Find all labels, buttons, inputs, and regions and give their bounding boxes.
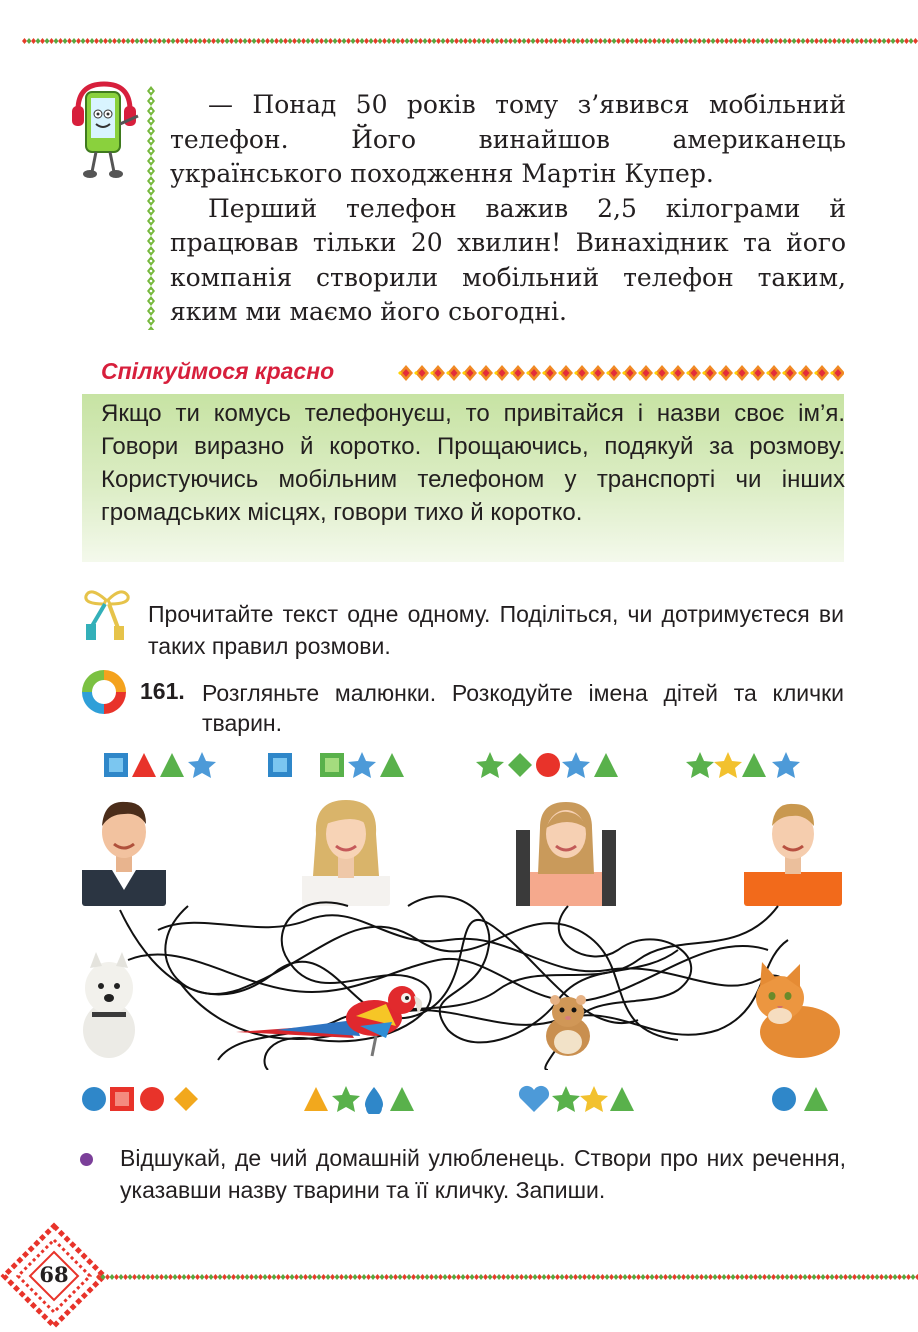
code-child-2 <box>266 750 416 780</box>
code-animal-2 <box>302 1084 418 1114</box>
bottom-task-text: Відшукай, де чий домашній улюбленець. Створи про них речення, указавши назву тварини та її кличку. Запиши. <box>120 1145 846 1203</box>
fact-paragraph-2: Перший телефон важив 2,5 кілограми й працював тільки 20 хвилин! Винахідник та його компанія створили мобільний телефон таким, яким ми маємо його сьогодні. <box>170 193 846 326</box>
fact-ornament-border <box>144 86 158 330</box>
exercise-text: Розгляньте малюнки. Розкодуйте імена дітей та клички тварин. <box>202 680 844 736</box>
bottom-ornament-border <box>96 1272 918 1282</box>
photo-hamster <box>542 992 594 1058</box>
code-animal-1 <box>80 1084 206 1114</box>
tip-text: Якщо ти комусь телефонуєш, то привітайся і назви своє ім’я. Говори виразно й коротко. Прощаючись, подякуй за розмову. Користуючись мобільним телефоном у транспорті чи інших громадських місцях, говори тихо й коротко. <box>101 400 845 526</box>
photo-dog <box>80 950 138 1060</box>
code-child-3 <box>476 750 626 780</box>
photo-parrot <box>236 982 432 1058</box>
photo-cat <box>752 960 842 1060</box>
code-child-1 <box>102 750 228 780</box>
tip-ornament-strip <box>398 364 844 382</box>
top-ornament-border <box>22 36 918 46</box>
code-animal-3 <box>518 1084 640 1114</box>
code-animal-4 <box>722 1084 834 1114</box>
color-wheel-icon <box>80 668 128 716</box>
code-child-4 <box>662 750 802 780</box>
exercise-number: 161. <box>140 678 185 704</box>
ribbon-icon <box>78 586 134 642</box>
page-number: 68 <box>39 1262 69 1287</box>
maze-lines <box>118 870 798 1070</box>
tip-title: Спілкуймося красно <box>101 358 335 384</box>
fact-paragraph-1: — Понад 50 років тому з’явився мобільний телефон. Його винайшов американець українського походження Мартін Купер. <box>170 90 846 188</box>
phone-mascot-icon <box>68 78 148 182</box>
bullet-dot <box>80 1153 93 1166</box>
task-text: Прочитайте текст одне одному. Поділіться, чи дотримуєтеся ви таких правил розмови. <box>148 601 844 659</box>
fact-text-block <box>170 88 846 330</box>
